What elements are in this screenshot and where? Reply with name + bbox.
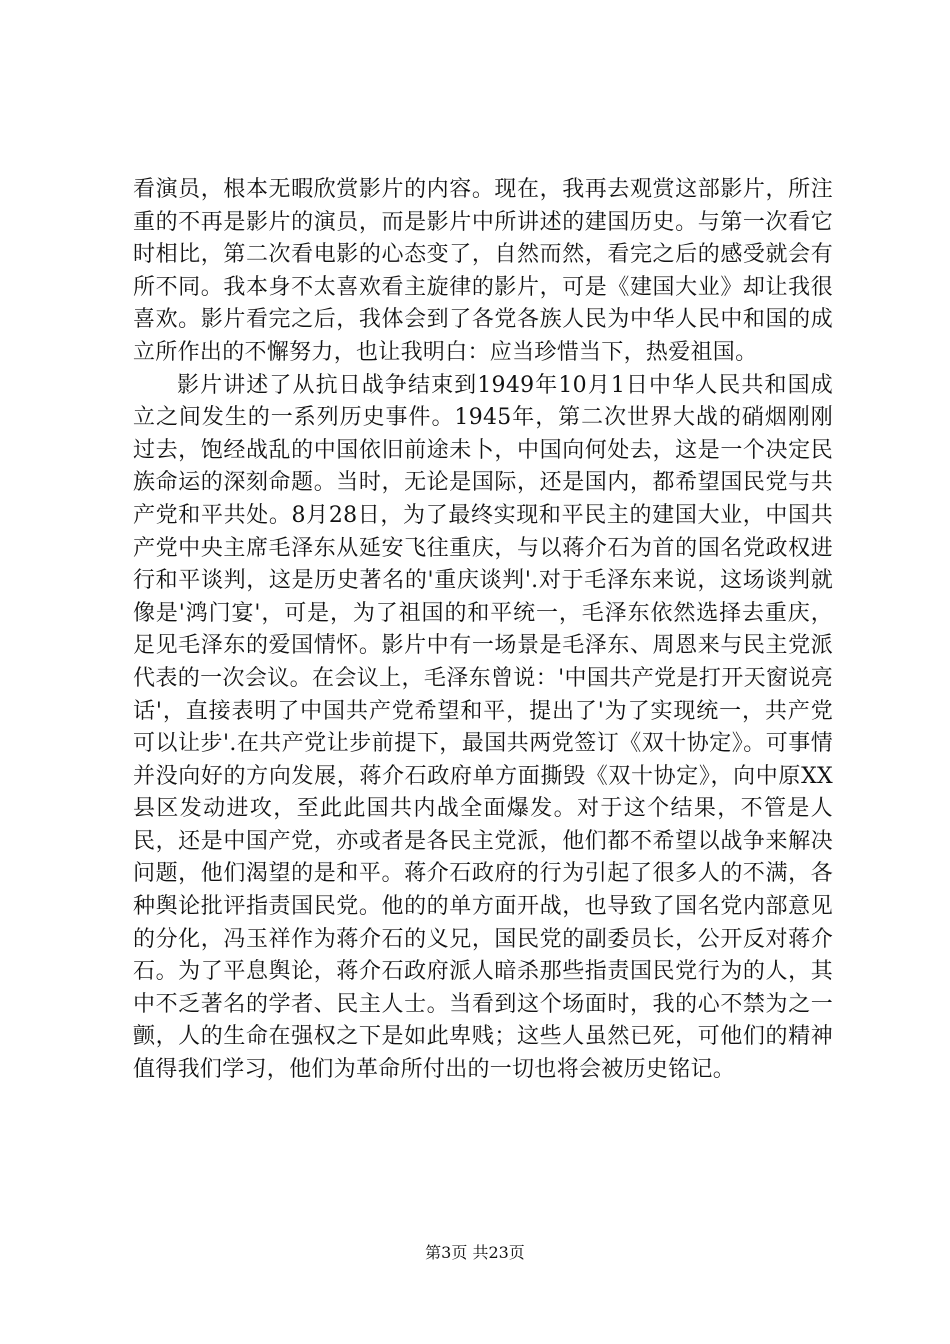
page-number: 第3页 共23页	[425, 1243, 525, 1262]
paragraph-film-history: 影片讲述了从抗日战争结束到1949年10月1日中华人民共和国成立之间发生的一系列历史事件。1945年，第二次世界大战的硝烟刚刚过去，饱经战乱的中国依旧前途未卜，中国向何处去，这是一个决定民族命运的深刻命题。当时，无论是国际，还是国内，都希望国民党与共产党和平共处。8月28日，为了最终实现和平民主的建国大业，中国共产党中央主席毛泽东从延安飞往重庆，与以蒋介石为首的国名党政权进行和平谈判，这是历史著名的'重庆谈判'.对于毛泽东来说，这场谈判就像是'鸿门宴'，可是，为了祖国的和平统一，毛泽东依然选择去重庆，足见毛泽东的爱国情怀。影片中有一场景是毛泽东、周恩来与民主党派代表的一次会议。在会议上，毛泽东曾说：'中国共产党是打开天窗说亮话'，直接表明了中国共产党希望和平，提出了'为了实现统一，共产党可以让步'.在共产党让步前提下，最国共两党签订《双十协定》。可事情并没向好的方向发展，蒋介石政府单方面撕毁《双十协定》，向中原XX县区发动进攻，至此此国共内战全面爆发。对于这个结果，不管是人民，还是中国产党，亦或者是各民主党派，他们都不希望以战争来解决问题，他们渴望的是和平。蒋介石政府的行为引起了很多人的不满，各种舆论批评指责国民党。他的的单方面开战，也导致了国名党内部意见的分化，冯玉祥作为蒋介石的义兄，国民党的副委员长，公开反对蒋介石。为了平息舆论，蒋介石政府派人暗杀那些指责国民党行为的人，其中不乏著名的学者、民主人士。当看到这个场面时，我的心不禁为之一颤，人的生命在强权之下是如此卑贱；这些人虽然已死，可他们的精神值得我们学习，他们为革命所付出的一切也将会被历史铭记。	[133, 372, 833, 1083]
document-body	[133, 174, 833, 1087]
page-footer	[0, 1240, 950, 1263]
paragraph-continued: 看演员，根本无暇欣赏影片的内容。现在，我再去观赏这部影片，所注重的不再是影片的演员，而是影片中所讲述的建国历史。与第一次看它时相比，第二次看电影的心态变了，自然而然，看完之后的感受就会有所不同。我本身不太喜欢看主旋律的影片，可是《建国大业》却让我很喜欢。影片看完之后，我体会到了各党各族人民为中华人民中和国的成立所作出的不懈努力，也让我明白：应当珍惜当下，热爱祖国。	[133, 177, 833, 365]
